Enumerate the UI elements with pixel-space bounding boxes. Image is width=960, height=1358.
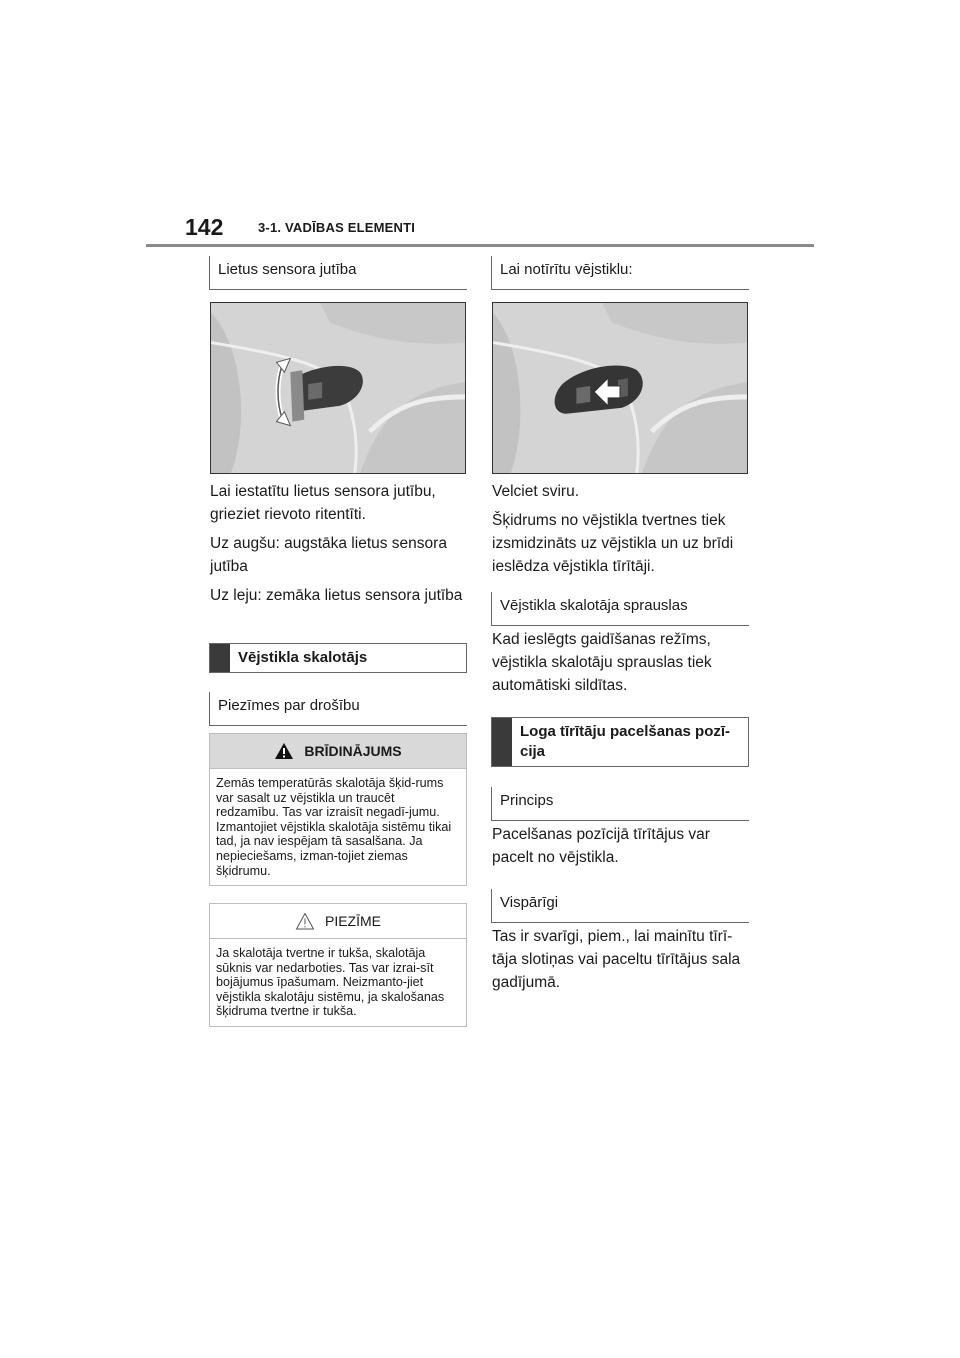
paragraph-rain-sensor [210,480,472,613]
subhead-principle-text: Princips [500,792,554,809]
note-text: Ja skalotāja tvertne ir tukša, skalotāja sūknis var nedarboties. Tas var izrai-sīt bojājumus īpašumam. Neizmanto-jiet vējstikla skalotāju sistēmu, ja skalošanas šķidruma tvertne ir tukša. [210,938,466,1026]
warning-text: Zemās temperatūrās skalotāja šķid-rums var sasalt uz vējstikla un traucēt redzamību. Tas var izraisīt negadī-jumu. Izmantojiet vējstikla skalotāja sistēmu tikai tad, ja nav iespējam tā sasalšana. Ja nepieciešams, izman-tojiet ziemas šķidrumu. [210,768,466,885]
paragraph-line: Uz leju: zemāka lietus sensora jutība [210,587,463,604]
subhead-washer-nozzles-text: Vējstikla skalotāja sprauslas [500,597,688,614]
section-heading-washer [209,643,467,673]
subhead-rain-sensor-text: Lietus sensora jutība [218,261,357,278]
page-number: 142 [185,214,224,240]
warning-title: BRĪDINĀJUMS [304,743,402,759]
chapter-title: 3-1. VADĪBAS ELEMENTI [258,220,416,235]
subhead-rain-sensor [209,256,467,290]
paragraph-clean-windshield [492,480,754,584]
paragraph-line: Lai iestatītu lietus sensora jutību, grieziet rievoto ritentīti. [210,483,436,523]
subhead-safety-notes [209,692,467,726]
subhead-safety-notes-text: Piezīmes par drošību [218,697,360,714]
caution-outline-icon [295,912,315,930]
paragraph-line: Uz augšu: augstāka lietus sensora jutība [210,535,447,575]
paragraph-line: Kad ieslēgts gaidīšanas režīms, vējstikla skalotāju sprauslas tiek automātiski sildītas. [492,631,712,694]
subhead-general-text: Vispārīgi [500,894,559,911]
paragraph-line: Velciet sviru. [492,483,580,500]
section-heading-wiper-lift-text: Loga tīrītāju pacelšanas pozī-cija [520,723,731,760]
illustration-pull-lever [492,302,748,474]
subhead-clean-windshield-text: Lai notīrītu vējstiklu: [500,261,633,278]
note-header [210,904,466,938]
paragraph-line: Šķidrums no vējstikla tvertnes tiek izsmidzināts uz vējstikla un uz brīdi ieslēdza vējstikla tīrītāji. [492,512,734,575]
section-heading-washer-text: Vējstikla skalotājs [238,649,368,666]
warning-triangle-icon [274,742,294,760]
subhead-clean-windshield [491,256,749,290]
paragraph-washer-nozzles [492,628,754,703]
section-heading-wiper-lift [491,717,749,767]
paragraph-general [492,925,754,1000]
warning-box [209,733,467,886]
section-tab [492,718,512,766]
paragraph-line: Pacelšanas pozīcijā tīrītājus var pacelt no vējstikla. [492,826,710,866]
subhead-principle [491,787,749,821]
warning-header [210,734,466,768]
subhead-general [491,889,749,923]
header-rule [146,244,814,247]
paragraph-principle [492,823,754,875]
note-box [209,903,467,1027]
subhead-washer-nozzles [491,592,749,626]
illustration-rain-sensor-wheel [210,302,466,474]
section-tab [210,644,230,672]
paragraph-line: Tas ir svarīgi, piem., lai mainītu tīrī-tāja slotiņas vai paceltu tīrītājus sala gadījumā. [492,928,741,991]
note-title: PIEZĪME [324,913,381,929]
